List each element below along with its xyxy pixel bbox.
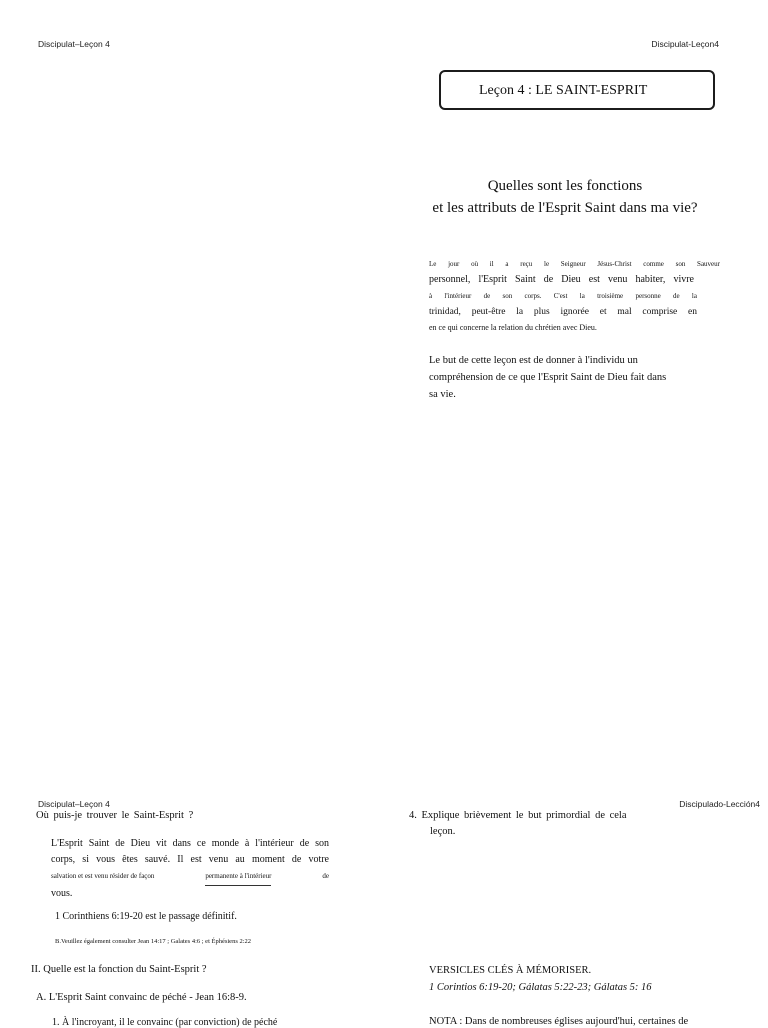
intro-line: personnel, l'Esprit Saint de Dieu est venu habiter, vivre	[429, 274, 694, 285]
purpose-line: sa vie.	[429, 389, 456, 400]
spirit-line-3-text: salvation et est venu résider de façon	[51, 872, 155, 880]
verses-references: 1 Corintios 6:19-20; Gálatas 5:22-23; Gálatas 5: 16	[429, 982, 652, 993]
header-left-top: Discipulat–Leçon 4	[38, 39, 110, 49]
spirit-line-3	[51, 868, 329, 886]
see-also-references: B.Veuillez également consulter Jean 14:17 ; Galates 4:6 ; et Éphésiens 2:22	[55, 938, 252, 945]
question-4-line-2: leçon.	[430, 826, 456, 837]
purpose-line: compréhension de ce que l'Esprit Saint de Dieu fait dans	[429, 372, 667, 383]
spirit-paragraph	[51, 836, 329, 902]
section-ii-heading: II. Quelle est la fonction du Saint-Esprit ?	[31, 964, 207, 975]
question-4-line-1: 4. Explique brièvement le but primordial de cela	[409, 810, 627, 821]
permanent-underlined: permanente à l'intérieur	[205, 868, 271, 886]
header-left-bottom: Discipulat–Leçon 4	[38, 799, 110, 809]
intro-paragraph	[429, 256, 720, 336]
header-right-top: Discipulat-Leçon4	[651, 39, 719, 49]
spirit-line: corps, si vous êtes sauvé. Il est venu au moment de votre	[51, 854, 329, 865]
intro-line: Le jour où il a reçu le Seigneur Jésus-Christ comme son Sauveur	[429, 260, 720, 268]
question-line-1: Quelles sont les fonctions	[487, 178, 643, 194]
lesson-title-box	[439, 70, 715, 110]
spirit-line: L'Esprit Saint de Dieu vit dans ce monde à l'intérieur de son	[51, 838, 329, 849]
header-right-bottom: Discipulado-Lección4	[679, 799, 760, 809]
spirit-line-3-end: de	[322, 872, 329, 880]
lesson-title: Leçon 4 : LE SAINT-ESPRIT	[479, 83, 648, 98]
spirit-line-4: vous.	[51, 888, 73, 899]
purpose-paragraph	[429, 352, 709, 403]
intro-line: à l'intérieur de son corps. C'est la troisième personne de la	[429, 292, 697, 300]
intro-line: trinidad, peut-être la plus ignorée et mal comprise en	[429, 307, 697, 317]
where-question: Où puis-je trouver le Saint-Esprit ?	[36, 810, 194, 821]
nota-partial: NOTA : Dans de nombreuses églises aujourd'hui, certaines de	[429, 1016, 689, 1027]
item-a: A. L'Esprit Saint convainc de péché - Jean 16:8-9.	[36, 992, 247, 1003]
question-line-2: et les attributs de l'Esprit Saint dans ma vie?	[432, 200, 698, 216]
purpose-line: Le but de cette leçon est de donner à l'individu un	[429, 355, 638, 366]
item-1-partial: 1. À l'incroyant, il le convainc (par conviction) de péché	[52, 1017, 278, 1028]
intro-line: en ce qui concerne la relation du chrétien avec Dieu.	[429, 323, 597, 332]
corinth-reference: 1 Corinthiens 6:19-20 est le passage définitif.	[55, 911, 237, 922]
verses-title: VERSICLES CLÉS À MÉMORISER.	[429, 965, 592, 976]
question-heading	[410, 175, 720, 219]
